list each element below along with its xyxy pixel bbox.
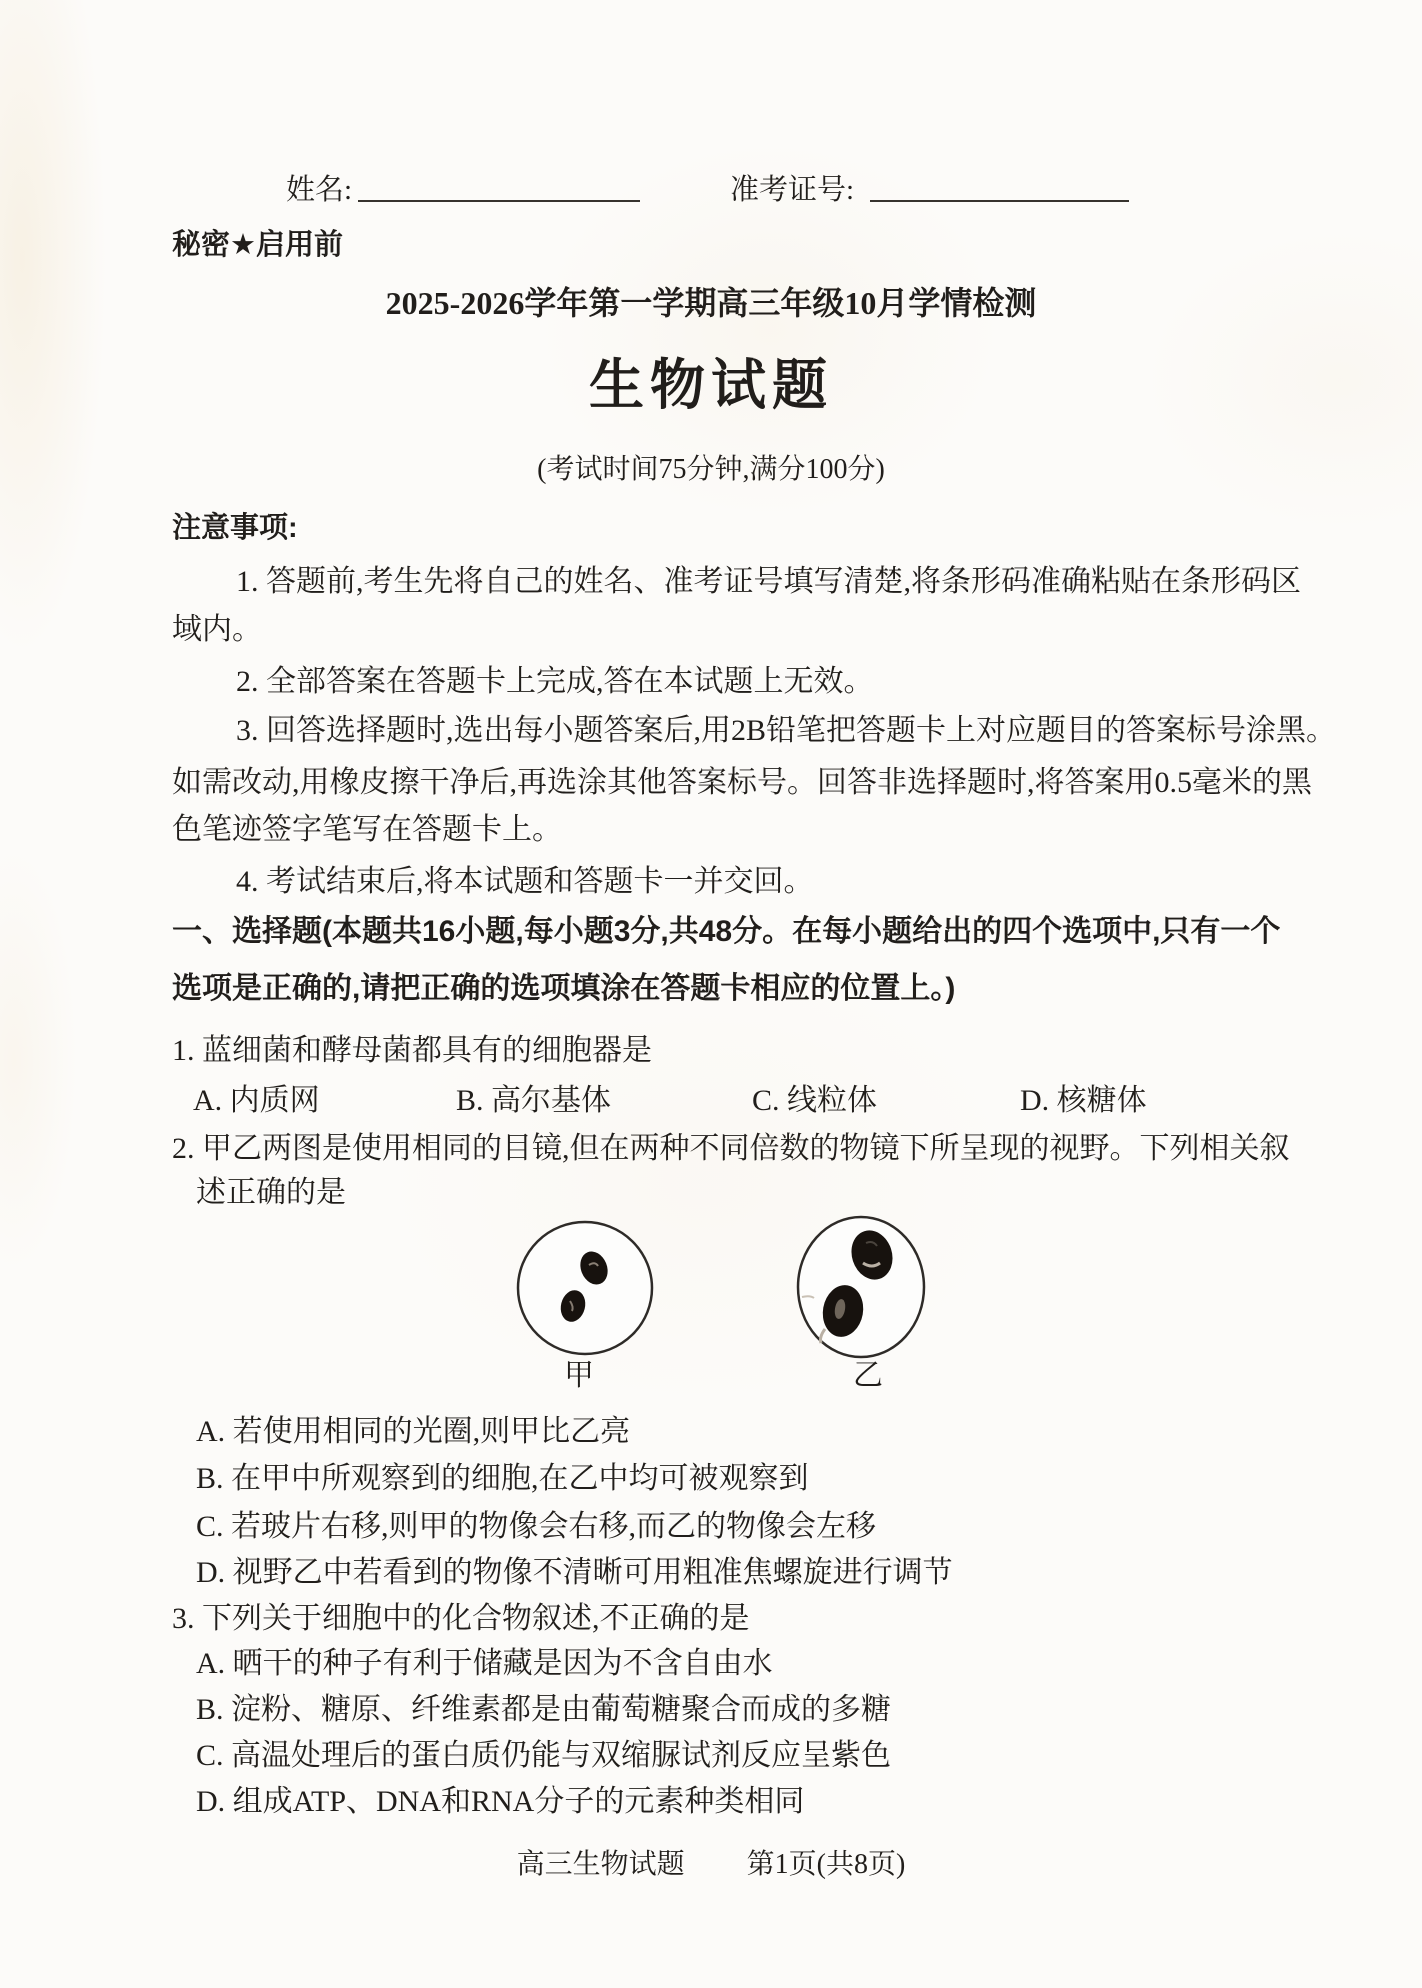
footer-doc-label: 高三生物试题 xyxy=(516,1849,685,1880)
page-footer xyxy=(0,1842,1422,1882)
question-3-option-d: D. 组成ATP、DNA和RNA分子的元素种类相同 xyxy=(196,1785,805,1818)
question-1-option-c: C. 线粒体 xyxy=(752,1084,878,1117)
figure-caption-right: 乙 xyxy=(853,1359,883,1392)
question-1-option-b: B. 高尔基体 xyxy=(456,1084,612,1117)
microscope-view-left xyxy=(518,1222,652,1354)
notice-item-3-line-1: 3. 回答选择题时,选出每小题答案后,用2B铅笔把答题卡上对应题目的答案标号涂黑。 xyxy=(236,714,1337,747)
secrecy-notice: 秘密★启用前 xyxy=(172,229,343,261)
question-3-stem: 3. 下列关于细胞中的化合物叙述,不正确的是 xyxy=(172,1602,750,1635)
question-2-option-a: A. 若使用相同的光圈,则甲比乙亮 xyxy=(196,1415,631,1448)
question-2-figure xyxy=(480,1205,980,1395)
question-3-option-c: C. 高温处理后的蛋白质仍能与双缩脲试剂反应呈紫色 xyxy=(196,1739,892,1772)
question-1-option-a: A. 内质网 xyxy=(193,1084,320,1117)
paper-title: 生物试题 xyxy=(588,355,833,416)
admission-number-line xyxy=(870,200,1129,202)
admission-number-label: 准考证号: xyxy=(730,174,855,206)
notice-item-3-line-2: 如需改动,用橡皮擦干净后,再选涂其他答案标号。回答非选择题时,将答案用0.5毫米的黑 xyxy=(172,766,1312,799)
name-field-line xyxy=(358,200,640,202)
exam-meta: (考试时间75分钟,满分100分) xyxy=(537,454,885,485)
notice-heading: 注意事项: xyxy=(172,512,298,544)
section-heading-line-2: 选项是正确的,请把正确的选项填涂在答题卡相应的位置上。) xyxy=(172,972,956,1005)
question-2-option-d: D. 视野乙中若看到的物像不清晰可用粗准焦螺旋进行调节 xyxy=(196,1556,953,1589)
question-3-option-b: B. 淀粉、糖原、纤维素都是由葡萄糖聚合而成的多糖 xyxy=(196,1693,892,1726)
session-title: 2025-2026学年第一学期高三年级10月学情检测 xyxy=(385,285,1037,321)
question-2-option-c: C. 若玻片右移,则甲的物像会右移,而乙的物像会左移 xyxy=(196,1510,877,1543)
notice-item-2: 2. 全部答案在答题卡上完成,答在本试题上无效。 xyxy=(236,665,874,698)
question-1-option-d: D. 核糖体 xyxy=(1020,1084,1147,1117)
notice-item-4: 4. 考试结束后,将本试题和答题卡一并交回。 xyxy=(236,865,814,898)
footer-page-indicator: 第1页(共8页) xyxy=(746,1849,906,1880)
question-2-option-b: B. 在甲中所观察到的细胞,在乙中均可被观察到 xyxy=(196,1462,809,1495)
question-3-option-a: A. 晒干的种子有利于储藏是因为不含自由水 xyxy=(196,1647,773,1680)
notice-item-1-line-2: 域内。 xyxy=(172,613,262,646)
figure-caption-left: 甲 xyxy=(564,1359,594,1392)
name-field-label: 姓名: xyxy=(286,174,353,206)
notice-item-3-line-3: 色笔迹签字笔写在答题卡上。 xyxy=(172,813,562,846)
section-heading-line-1: 一、选择题(本题共16小题,每小题3分,共48分。在每小题给出的四个选项中,只有一个 xyxy=(172,915,1281,948)
notice-item-1-line-1: 1. 答题前,考生先将自己的姓名、准考证号填写清楚,将条形码准确粘贴在条形码区 xyxy=(236,565,1301,598)
question-2-stem-line-1: 2. 甲乙两图是使用相同的目镜,但在两种不同倍数的物镜下所呈现的视野。下列相关叙 xyxy=(172,1132,1290,1165)
question-2-stem-line-2: 述正确的是 xyxy=(196,1176,346,1209)
question-1-stem: 1. 蓝细菌和酵母菌都具有的细胞器是 xyxy=(172,1034,652,1067)
